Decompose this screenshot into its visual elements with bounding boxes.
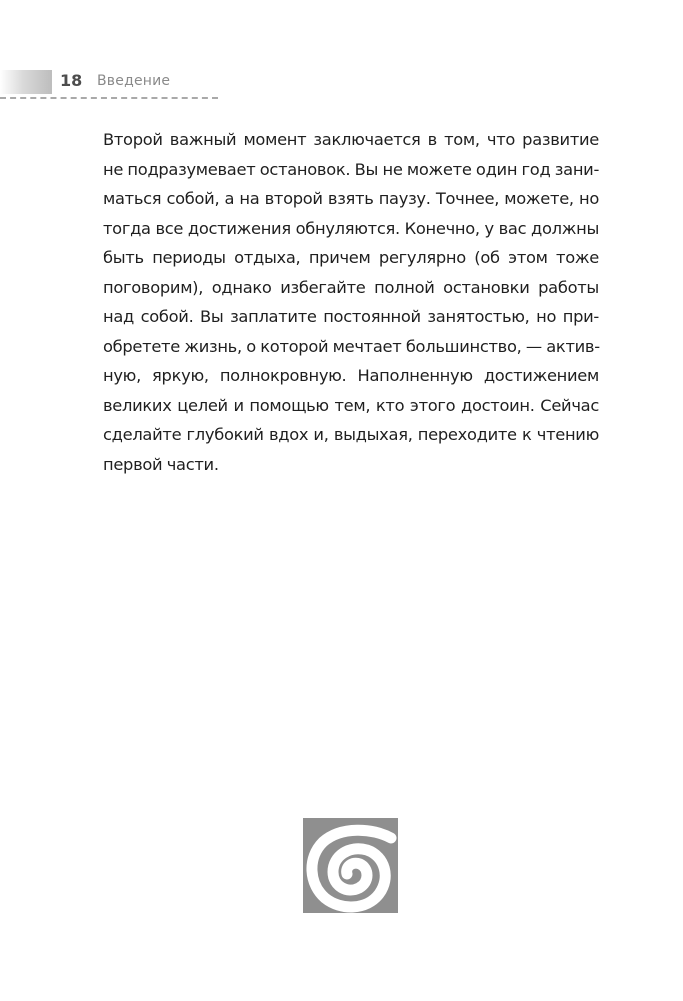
paragraph-line: маться собой, а на второй взять паузу. Точнее, можете, но bbox=[103, 189, 599, 208]
page-number: 18 bbox=[60, 71, 83, 90]
paragraph-line: быть периоды отдыха, причем регулярно (об этом тоже bbox=[103, 248, 599, 267]
paragraph-line: великих целей и помощью тем, кто этого достоин. Сейчас bbox=[103, 395, 599, 415]
paragraph-line: не подразумевает остановок. Вы не можете один год зани- bbox=[103, 159, 600, 179]
header-divider bbox=[0, 97, 218, 99]
paragraph-line: Второй важный момент заключается в том, что развитие bbox=[103, 130, 599, 149]
body-paragraph bbox=[103, 125, 599, 479]
paragraph-line: первой части. bbox=[103, 454, 219, 474]
paragraph-line: сделайте глубокий вдох и, выдыхая, переходите к чтению bbox=[103, 425, 599, 444]
paragraph-line: тогда все достижения обнуляются. Конечно, у вас должны bbox=[103, 218, 599, 238]
spiral-logo-icon bbox=[303, 818, 398, 913]
paragraph-line: над собой. Вы заплатите постоянной занятостью, но при- bbox=[103, 307, 599, 326]
header-accent-bar bbox=[0, 70, 52, 94]
running-header-title: Введение bbox=[97, 73, 171, 89]
paragraph-line: поговорим), однако избегайте полной остановки работы bbox=[103, 277, 599, 297]
paragraph-line: ную, яркую, полнокровную. Наполненную достижением bbox=[103, 366, 599, 385]
paragraph-line: обретете жизнь, о которой мечтает большинство, — актив- bbox=[103, 336, 600, 356]
